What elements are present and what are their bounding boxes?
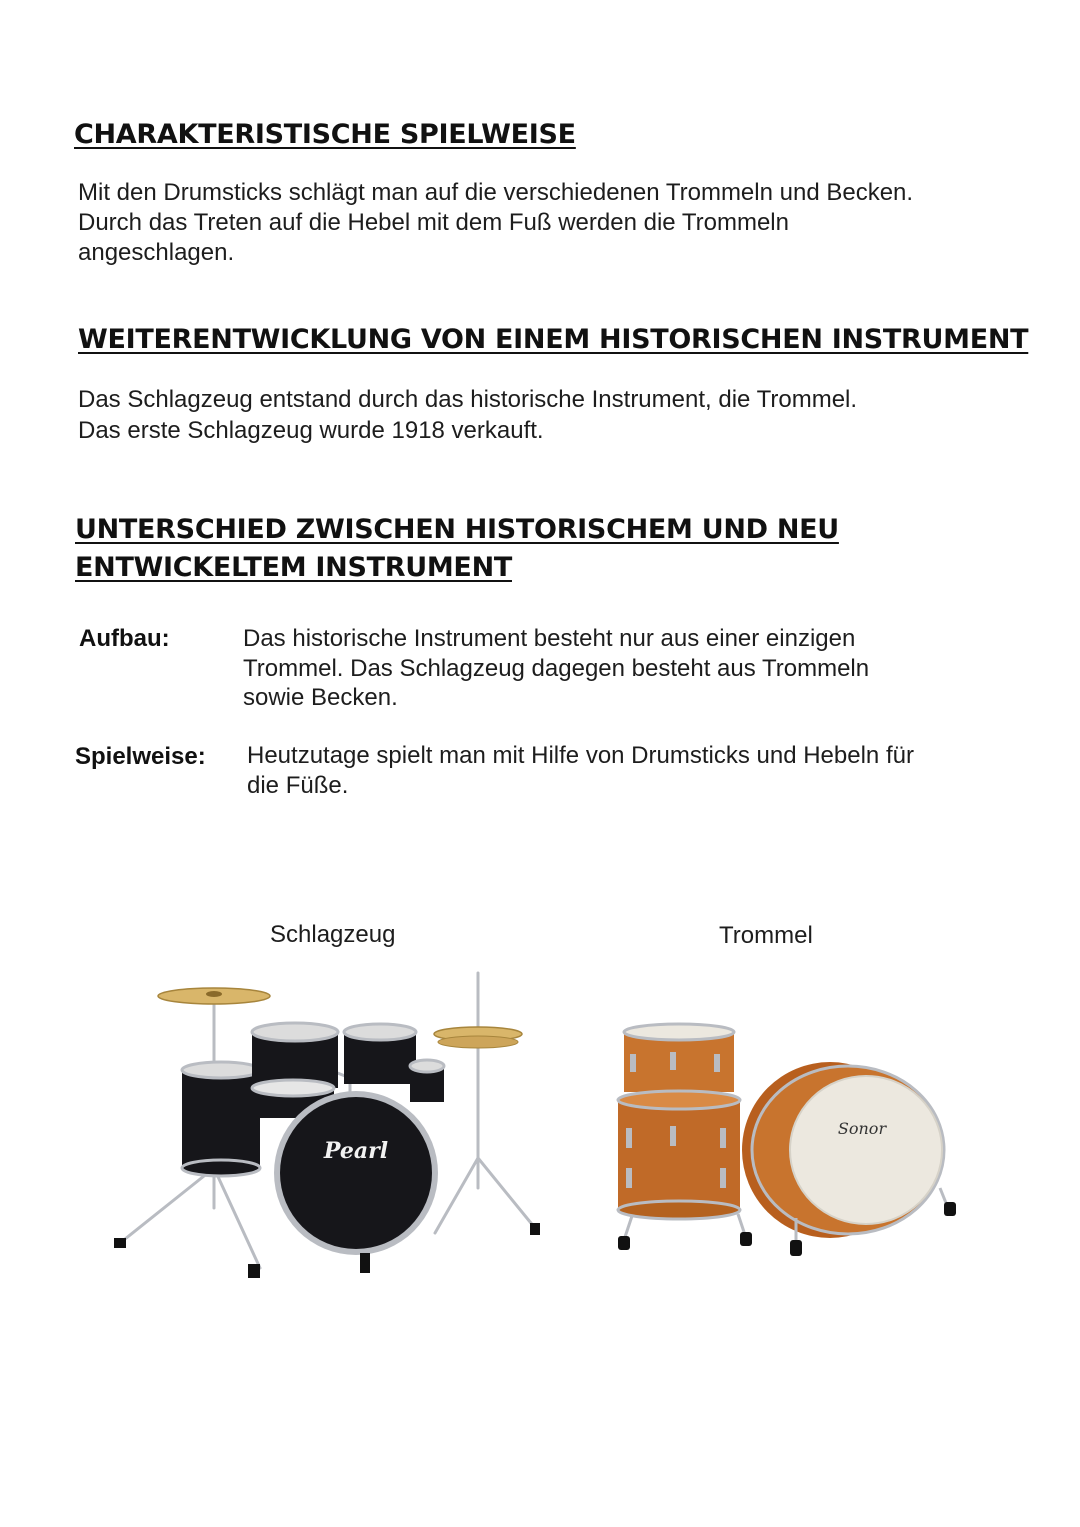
brand-logo-sonor: Sonor (837, 1119, 887, 1138)
text-line: Das historische Instrument besteht nur aus einer einzigen (243, 625, 856, 652)
section-heading-weiterentwicklung: WEITERENTWICKLUNG VON EINEM HISTORISCHEN INSTRUMENT (78, 324, 1029, 355)
drum-kit-image (110, 968, 550, 1288)
comparison-label-spielweise: Spielweise: (75, 743, 206, 770)
text-line: Durch das Treten auf die Hebel mit dem Fuß werden die Trommeln (78, 209, 789, 236)
figure-caption-trommel: Trommel (719, 922, 813, 949)
text-line: Heutzutage spielt man mit Hilfe von Drumsticks und Hebeln für (247, 742, 914, 769)
comparison-label-aufbau: Aufbau: (79, 625, 170, 652)
text-line: Mit den Drumsticks schlägt man auf die verschiedenen Trommeln und Becken. (78, 179, 914, 206)
section-heading-spielweise: CHARAKTERISTISCHE SPIELWEISE (74, 119, 576, 150)
text-line: Trommel. Das Schlagzeug dagegen besteht aus Trommeln (243, 655, 870, 682)
brand-logo-pearl: Pearl (323, 1138, 389, 1164)
figure-caption-schlagzeug: Schlagzeug (270, 921, 396, 948)
text-line: Das Schlagzeug entstand durch das historische Instrument, die Trommel. (78, 386, 858, 413)
text-line: sowie Becken. (243, 684, 398, 711)
text-line: angeschlagen. (78, 239, 235, 266)
section-heading-unterschied-line-2: ENTWICKELTEM INSTRUMENT (75, 552, 512, 583)
drum-set-image (610, 1018, 960, 1268)
text-line: Das erste Schlagzeug wurde 1918 verkauft. (78, 417, 544, 444)
text-line: die Füße. (247, 772, 349, 799)
section-heading-unterschied-line-1: UNTERSCHIED ZWISCHEN HISTORISCHEM UND NEU (75, 514, 839, 545)
